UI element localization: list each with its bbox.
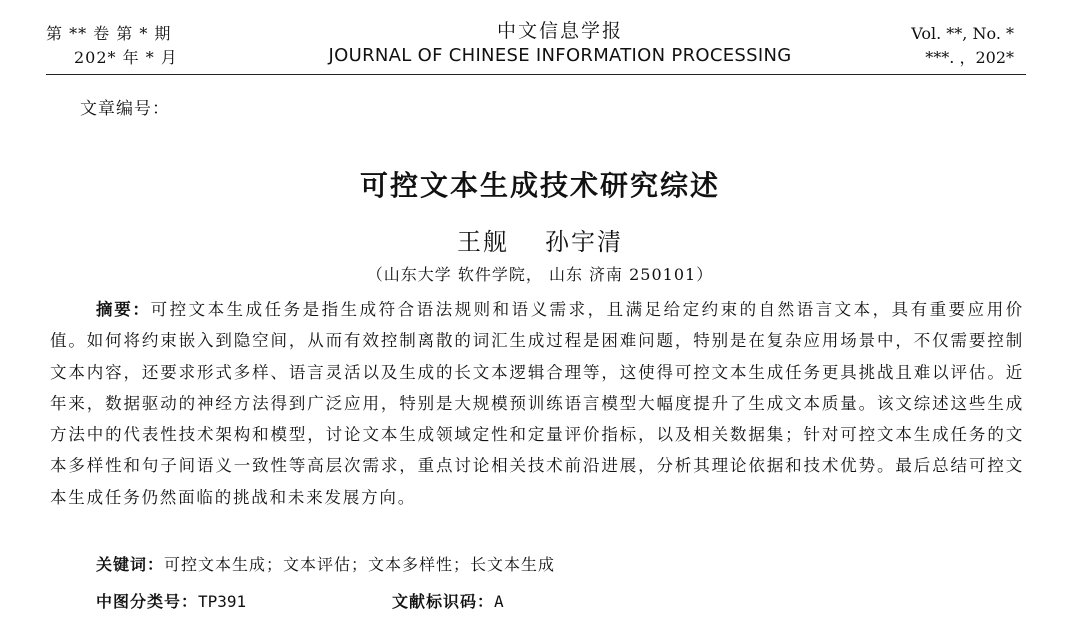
keywords: [96, 552, 555, 575]
abstract-text: 可控文本生成任务是指生成符合语法规则和语义需求，且满足给定约束的自然语言文本，具有重要应用价值。如何将约束嵌入到隐空间，从而有效控制离散的词汇生成过程是困难问题，特别是在复杂应用场景中，不仅需要控制文本内容，还要求形式多样、语言灵活以及生成的长文本逻辑合理等，这使得可控文本生成任务更具挑战且难以评估。近年来，数据驱动的神经方法得到广泛应用，特别是大规模预训练语言模型大幅度提升了生成文本质量。该文综述这些生成方法中的代表性技术架构和模型，讨论文本生成领域定性和定量评价指标，以及相关数据集；针对可控文本生成任务的文本多样性和句子间语义一致性等高层次需求，重点讨论相关技术前沿进展，分析其理论依据和技术优势。最后总结可控文本生成任务仍然面临的挑战和未来发展方向。: [50, 300, 1024, 507]
journal-name-en: JOURNAL OF CHINESE INFORMATION PROCESSING: [328, 45, 792, 66]
date-en: ***. ，202*: [925, 48, 1014, 67]
author-name: 孙宇清: [545, 228, 623, 256]
keywords-text: 可控文本生成；文本评估；文本多样性；长文本生成: [164, 555, 556, 574]
document-code: [392, 589, 504, 612]
affiliation: （山东大学 软件学院， 山东 济南 250101）: [366, 265, 714, 284]
clc-label: 中图分类号：: [96, 592, 199, 611]
journal-header: [0, 0, 1080, 75]
volume-issue-cn: 第 ** 卷 第 * 期: [46, 24, 172, 43]
doc-code-label: 文献标识码：: [392, 592, 495, 611]
classification-line: [96, 589, 996, 612]
paper-title: 可控文本生成技术研究综述: [359, 169, 720, 202]
article-number-label: 文章编号：: [80, 99, 170, 119]
header-right: [911, 22, 1014, 70]
header-rule: [46, 74, 1026, 75]
clc-value: TP391: [198, 592, 247, 611]
volume-issue-en: Vol. **, No. *: [911, 24, 1014, 43]
header-left: [46, 22, 178, 70]
author-name: 王舰: [457, 228, 509, 256]
author-list: [0, 222, 1080, 257]
keywords-label: 关键词：: [96, 555, 165, 574]
doc-code-value: A: [494, 592, 504, 611]
header-center: [290, 18, 830, 68]
journal-name-cn: 中文信息学报: [496, 20, 623, 42]
date-cn: 202* 年 * 月: [74, 48, 178, 67]
abstract-label: 摘要：: [96, 300, 151, 319]
abstract: [50, 294, 1024, 513]
